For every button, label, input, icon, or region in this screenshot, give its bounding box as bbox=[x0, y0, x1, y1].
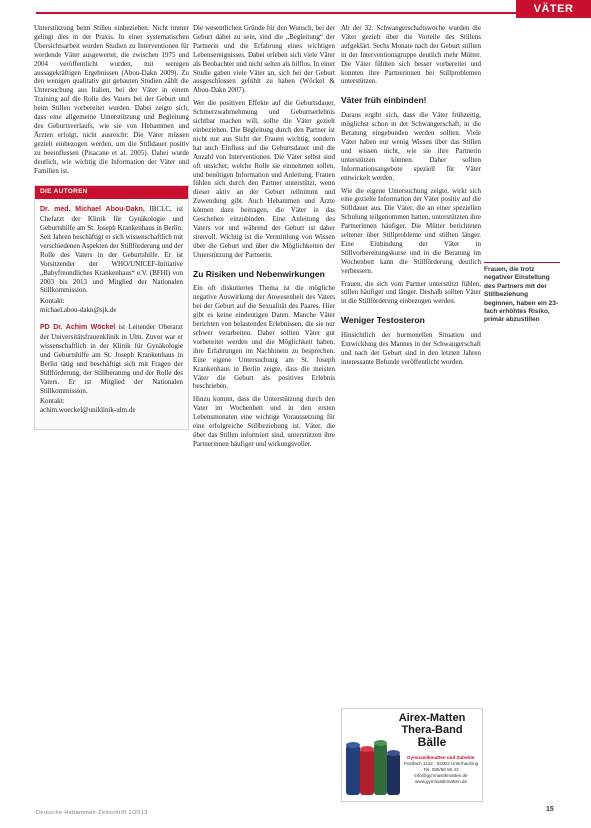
column-1 bbox=[34, 24, 189, 430]
rolled-mats-icon bbox=[344, 739, 402, 799]
author-bio: IBCLC, ist Chefarzt der Klinik für Gynäkologie und Geburtshilfe am St. Joseph Krankenhaus in Berlin. Seit Jahren beschäftigt er sich wissenschaftlich mit verschiedenen Aspekten der Stillförderung und der Rolle des Vaters in der Geburtshilfe. Er ist Vorsitzender der WHO/UNICEF-Initiative „Babyfreundliches Krankenhaus“ e.V. (BFHI) von 2003 bis 2013 und Mitglied der Nationalen Stillkommission. bbox=[40, 205, 184, 295]
author-name: Dr. med. Michael Abou-Dakn, bbox=[40, 206, 145, 214]
body-paragraph: Wie die eigene Untersuchung zeigte, wirkt sich eine gezielte Information der Väter positiv auf die Stilldauer aus. Die Väter, die an einer speziellen Schulung teilgenommen hatten, unterstützten ihre Partnerinnen häufiger. Die Mütter berichteten seltener über Stillprobleme und stillten länger. Eine Einbindung der Väter in Stillvorbereitungskurse und in die Beratung im Wochenbett kann die Stillförderung deutlich verbessern. bbox=[341, 186, 482, 275]
author-name: PD Dr. Achim Wöckel bbox=[40, 324, 116, 332]
subheading: Weniger Testosteron bbox=[341, 315, 425, 326]
column-2 bbox=[193, 24, 335, 453]
body-paragraph: Daraus ergibt sich, dass die Väter frühzeitig, möglichst schon in der Schwangerschaft, in die Beratung eingebunden werden sollten. Viele Väter haben nur wenig Wissen über das Stillen und wissen nicht, wie sie ihre Partnerin unterstützen können. Daher sollten Informationsangebote speziell für Väter entwickelt werden. bbox=[341, 111, 481, 182]
authors-box bbox=[34, 185, 189, 430]
subheading: Zu Risiken und Nebenwirkungen bbox=[193, 268, 325, 279]
ad-website[interactable]: www.gymnastikmatten.de bbox=[414, 779, 468, 784]
advertisement[interactable] bbox=[341, 708, 483, 802]
footer-journal: Deutsche Hebammen-Zeitschrift 1/2013 bbox=[36, 810, 148, 816]
body-paragraph: Die wesentlichen Gründe für den Wunsch, bei der Geburt dabei zu sein, sind die „Begleitung“ der Partnerin und die Erfahrung eines wichtigen Lebensereignisses. Dabei erleben sich viele Väter als Beobachter und nicht selten als hilflos. In einer Studie gaben viele Väter an, sich bei der Geburt ausgeschlossen gefühlt zu haben (Wöckel & Abou-Dakn 2007). bbox=[193, 24, 335, 95]
contact-label: Kontakt: bbox=[40, 297, 65, 306]
subheading: Väter früh einbinden! bbox=[341, 95, 427, 106]
ad-title bbox=[386, 712, 478, 748]
author-entry bbox=[40, 323, 183, 415]
header-rule bbox=[36, 12, 516, 14]
contact-email[interactable]: michael.abou-dakn@sjk.de bbox=[40, 306, 117, 315]
ad-address: Postfach 1142 · 82002 Unterhaching bbox=[403, 761, 479, 766]
column-3 bbox=[341, 24, 481, 371]
ad-company: Gymnastikmatten und Zubehör bbox=[407, 755, 475, 760]
body-paragraph: Frauen, die sich vom Partner unterstützt fühlen, stillen häufiger und länger. Deshalb sollten Väter in die Stillförderung einbezogen werden. bbox=[341, 279, 481, 306]
body-paragraph: Ab der 32. Schwangerschaftswoche wurden die Väter gezielt über die Vorteile des Stillens aufgeklärt. Sechs Monate nach der Geburt stillten in der Interventionsgruppe deutlich mehr Mütter. Die Väter fühlten sich besser vorbereitet und konnten ihre Partnerinnen bei Stillproblemen unterstützen. bbox=[341, 24, 481, 86]
ad-title-line: Bälle bbox=[417, 735, 447, 749]
ad-title-line: Airex-Matten bbox=[398, 712, 466, 724]
author-bio: ist Leitender Oberarzt der Universitätsfrauenklinik in Ulm. Zuvor war er wissenschaftlich in der Klinik für Gynäkologie und Geburtshilfe am St. Joseph Krankenhaus in Berlin tätig und beschäftigt sich mit Fragen der Stillförderung, der Stillberatung und der Rolle des Vaters. Er ist Mitglied der Nationalen Stillkommission. bbox=[40, 323, 183, 395]
body-paragraph: Hinsichtlich der hormonellen Situation und Entwicklung des Mannes in der Schwangerschaft und nach der Geburt sind in den letzten Jahren interessante Befunde veröffentlicht worden. bbox=[341, 331, 481, 366]
contact-label: Kontakt: bbox=[40, 397, 65, 406]
ad-email[interactable]: info@gymnastikmatten.de bbox=[414, 773, 468, 778]
body-paragraph: Ein oft diskutiertes Thema ist die mögliche negative Auswirkung der Anwesenheit des Vaters bei der Geburt auf die Sexualität des Paares. Hier gibt es keine eindeutigen Daten. Manche Väter berichten von belastenden Erlebnissen, die sie nur schwer verarbeiten. Daher sollten Väter gut vorbereitet werden und die Möglichkeit haben, ihre Erfahrungen im Nachhinein zu besprechen. Eine eigene Untersuchung am St. Joseph Krankenhaus in Berlin zeigte, dass die meisten Väter die Geburt als positives Erlebnis beschrieben. bbox=[193, 284, 335, 391]
ad-title-line: Thera-Band bbox=[401, 724, 463, 736]
ad-contact bbox=[402, 755, 480, 785]
ad-phone: Tel. 089/66 56 42 bbox=[423, 767, 459, 772]
page-number: 15 bbox=[546, 806, 554, 813]
body-paragraph: Unterstützung beim Stillen einbeziehen. Nicht immer gelingt dies in der Praxis. In einer systematischen Übersichtsarbeit wurden Studien zu Interventionen für werdende Väter ausgewertet, die zwischen 1975 und 2004 veröffentlicht wurden, mit wenigen aussagekräftigen Ergebnissen (Abou-Dakn 2009). Zu den wenigen qualitativ gut gebauten Studien zählt die Untersuchung aus Italien, bei der Väter in einem Training auf die Rolle des Vaters bei der Geburt und beim Stillen vorbereitet wurden. Dabei zeigte sich, dass eine allgemeine Unterstützung und Begleitung des Geburtsverlaufs, wie sie von Hebammen und Ärzten erfolgt, nicht ausreicht: Die Väter müssen gezielt einbezogen werden, um die Stilldauer positiv zu beeinflussen (Pisacane et al. 2005). Dabei wurde deutlich, wie wichtig die Information der Väter und Familien ist. bbox=[34, 24, 189, 175]
authors-heading: DIE AUTOREN bbox=[35, 186, 188, 199]
author-entry bbox=[40, 205, 183, 315]
body-paragraph: Hinzu kommt, dass die Unterstützung durch den Vater im Wochenbett und in den ersten Lebensmonaten eine wichtige Voraussetzung für eine erfolgreiche Stillbeziehung ist. Väter, die über das Stillen informiert sind, unterstützen ihre Partnerinnen häufiger und wirkungsvoller. bbox=[193, 395, 335, 448]
author-contact bbox=[40, 297, 183, 315]
pull-quote: Frauen, die trotz negativer Einstellung des Partners mit der Stillbeziehung beginnen, haben ein 23-fach erhöhtes Risiko, primär abzustillen bbox=[484, 262, 560, 325]
contact-email[interactable]: achim.woeckel@uniklinik-ulm.de bbox=[40, 406, 136, 415]
author-contact bbox=[40, 397, 183, 415]
body-paragraph: Wer die positiven Effekte auf die Geburtsdauer, Schmerzwahrnehmung und Geburtserlebnis sichtbar machen will, sollte die Väter gezielt einbeziehen. Die Begleitung durch den Partner ist nicht nur aus Sicht der Frauen wichtig, sondern hat auch Einfluss auf die Geburtsdauer und die Anzahl von Interventionen. Die Väter selbst sind oft unsicher, welche Rolle sie einnehmen sollen, und benötigen Information und Anleitung. Frauen fühlen sich durch den Partner unterstützt, wenn dieser aktiv an der Geburt teilnimmt und Zuwendung gibt. Auch Hebammen und Ärzte können dazu beitragen, die Väter in das Geschehen einzubinden. Eine Anleitung des Vaters vor und während der Geburt ist daher sinnvoll. Wichtig ist die Vermittlung von Wissen über die Geburt und über die Möglichkeiten der Unterstützung der Partnerin. bbox=[193, 99, 335, 259]
section-tab: VÄTER bbox=[516, 0, 591, 18]
